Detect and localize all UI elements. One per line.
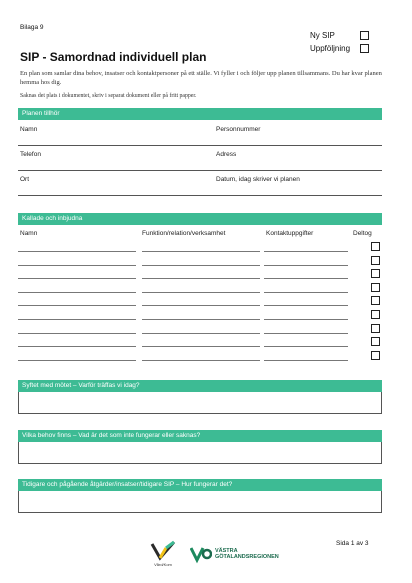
field-label-datum: Datum, idag skriver vi planen [216,176,300,183]
logo-right-line1: VÄSTRA [215,547,238,554]
vardsamverkan-logo [150,540,176,567]
footer-logos [150,540,279,567]
row-funktion-line[interactable] [142,251,260,252]
row-kontakt-line[interactable] [264,278,348,279]
answer-field-syfte[interactable] [18,392,382,414]
row-kontakt-line[interactable] [264,360,348,361]
row-funktion-line[interactable] [142,319,260,320]
row-namn-line[interactable] [18,265,136,266]
field-label-namn: Namn [20,126,38,133]
deltog-checkbox[interactable] [371,242,380,251]
row-kontakt-line[interactable] [264,265,348,266]
ny-sip-checkbox[interactable] [360,31,369,40]
column-header-funktion: Funktion/relation/verksamhet [142,230,226,237]
deltog-checkbox[interactable] [371,256,380,265]
deltog-checkbox[interactable] [371,310,380,319]
deltog-checkbox[interactable] [371,324,380,333]
field-label-adress: Adress [216,151,237,158]
attachment-label: Bilaga 9 [20,24,44,31]
row-namn-line[interactable] [18,333,136,334]
vastra-gotalandsregionen-logo [190,544,279,564]
section-header-syfte: Syftet med mötet – Varför träffas vi idag? [18,380,382,392]
section-header-kallade: Kallade och inbjudna [18,213,382,225]
answer-field-behov[interactable] [18,442,382,464]
deltog-checkbox[interactable] [371,269,380,278]
column-header-deltog: Deltog [353,230,372,237]
deltog-checkbox[interactable] [371,351,380,360]
deltog-checkbox[interactable] [371,283,380,292]
row-namn-line[interactable] [18,360,136,361]
deltog-checkbox[interactable] [371,337,380,346]
space-note: Saknas det plats i dokumentet, skriv i separat dokument eller på fritt papper. [20,93,197,99]
option-ny-sip-label: Ny SIP [310,31,335,40]
column-header-namn: Namn [20,230,38,237]
row-namn-line[interactable] [18,278,136,279]
section-header-behov: Vilka behov finns – Vad är det som inte fungerar eller saknas? [18,430,382,442]
row-kontakt-line[interactable] [264,251,348,252]
field-label-personnummer: Personnummer [216,126,261,133]
field-label-ort: Ort [20,176,30,183]
row-kontakt-line[interactable] [264,333,348,334]
sip-type-options [310,29,369,55]
row-funktion-line[interactable] [142,346,260,347]
section-header-tidigare: Tidigare och pågående åtgärder/insatser/tidigare SIP – Hur fungerar det? [18,479,382,491]
row-namn-line[interactable] [18,346,136,347]
divider-line [18,195,382,196]
row-funktion-line[interactable] [142,265,260,266]
row-funktion-line[interactable] [142,278,260,279]
row-namn-line[interactable] [18,292,136,293]
vgr-logo-icon [190,544,212,564]
intro-text: En plan som samlar dina behov, insatser och kontaktpersoner på ett ställe. Vi fyller i och följer upp planen tillsammans. Du har kvar planen hemma hos dig. [20,70,382,86]
page-number: Sida 1 av 3 [336,540,369,547]
uppfoljning-checkbox[interactable] [360,44,369,53]
row-kontakt-line[interactable] [264,292,348,293]
column-header-kontakt: Kontaktuppgifter [266,230,314,237]
deltog-checkbox[interactable] [371,296,380,305]
logo-left-text: Vård/Kom [154,562,172,567]
row-funktion-line[interactable] [142,292,260,293]
row-namn-line[interactable] [18,251,136,252]
document-title: SIP - Samordnad individuell plan [20,50,207,64]
row-funktion-line[interactable] [142,360,260,361]
row-namn-line[interactable] [18,319,136,320]
checkmark-logo-icon [150,540,176,562]
option-uppfoljning-label: Uppföljning [310,44,351,53]
section-header-planen-tillhor: Planen tillhör [18,108,382,120]
row-kontakt-line[interactable] [264,319,348,320]
divider-line [18,170,382,171]
field-label-telefon: Telefon [20,151,41,158]
row-funktion-line[interactable] [142,305,260,306]
row-funktion-line[interactable] [142,333,260,334]
option-uppfoljning[interactable] [310,42,369,55]
row-namn-line[interactable] [18,305,136,306]
divider-line [18,145,382,146]
option-ny-sip[interactable] [310,29,369,42]
row-kontakt-line[interactable] [264,305,348,306]
answer-field-tidigare[interactable] [18,491,382,513]
row-kontakt-line[interactable] [264,346,348,347]
logo-right-line2: GÖTALANDSREGIONEN [215,553,279,560]
